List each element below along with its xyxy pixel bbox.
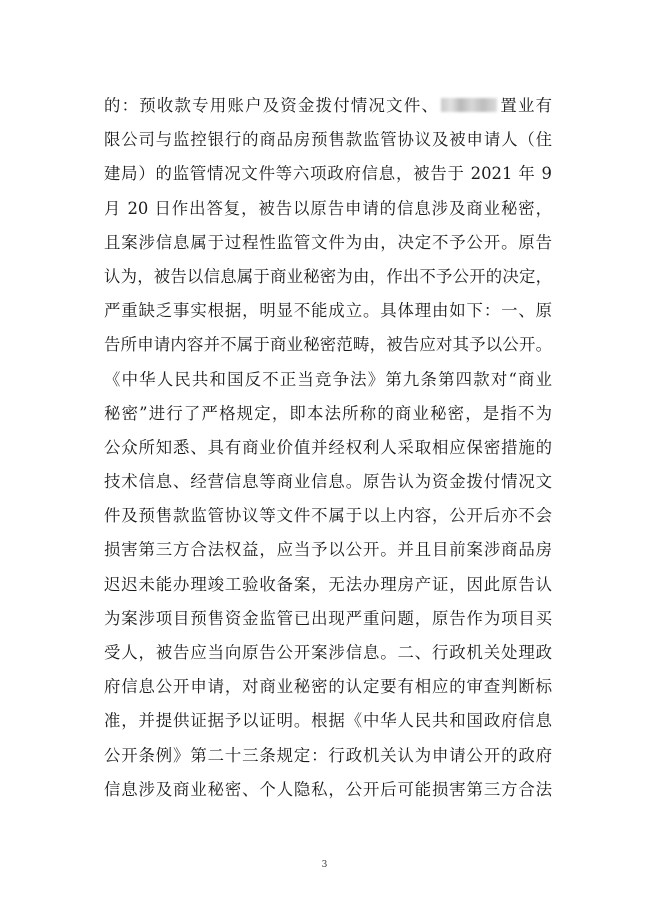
text-line-21: 信息涉及商业秘密、个人隐私，公开后可能损害第三方合法 bbox=[104, 779, 552, 799]
text-line-10: 秘密”进行了严格规定，即本法所称的商业秘密，是指不为 bbox=[104, 403, 552, 423]
page-number: 3 bbox=[321, 860, 328, 870]
text-line-14: 损害第三方合法权益，应当予以公开。并且目前案涉商品房 bbox=[104, 540, 552, 560]
redaction-blur bbox=[441, 98, 497, 112]
text-line-3: 建局）的监管情况文件等六项政府信息，被告于 2021 年 9 bbox=[104, 164, 552, 184]
text-line-1-start: 的：预收款专用账户及资金拨付情况文件、 bbox=[104, 96, 440, 115]
text-line-1 bbox=[104, 89, 552, 123]
text-line-15: 迟迟未能办理竣工验收备案，无法办理房产证，因此原告认 bbox=[104, 574, 552, 594]
text-line-20: 公开条例》第二十三条规定：行政机关认为申请公开的政府 bbox=[104, 745, 552, 765]
text-line-8: 告所申请内容并不属于商业秘密范畴，被告应对其予以公开。 bbox=[104, 335, 552, 355]
text-line-19: 准，并提供证据予以证明。根据《中华人民共和国政府信息 bbox=[104, 711, 552, 731]
text-line-4: 月 20 日作出答复，被告以原告申请的信息涉及商业秘密， bbox=[104, 198, 552, 218]
text-line-7: 严重缺乏事实根据，明显不能成立。具体理由如下：一、原 bbox=[104, 301, 552, 321]
text-line-5: 且案涉信息属于过程性监管文件为由，决定不予公开。原告 bbox=[104, 232, 552, 252]
text-line-6: 认为，被告以信息属于商业秘密为由，作出不予公开的决定， bbox=[104, 266, 552, 286]
text-line-13: 件及预售款监管协议等文件不属于以上内容，公开后亦不会 bbox=[104, 506, 552, 526]
text-line-11: 公众所知悉、具有商业价值并经权利人采取相应保密措施的 bbox=[104, 437, 552, 457]
text-line-17: 受人，被告应当向原告公开案涉信息。二、行政机关处理政 bbox=[104, 643, 552, 662]
text-line-9: 《中华人民共和国反不正当竞争法》第九条第四款对“商业 bbox=[104, 369, 552, 389]
body-text bbox=[104, 89, 552, 807]
text-line-1-end: 置业有 bbox=[499, 96, 553, 115]
text-line-12: 技术信息、经营信息等商业信息。原告认为资金拨付情况文 bbox=[104, 472, 552, 492]
text-line-18: 府信息公开申请，对商业秘密的认定要有相应的审查判断标 bbox=[104, 677, 552, 697]
text-line-2: 限公司与监控银行的商品房预售款监管协议及被申请人（住 bbox=[104, 130, 552, 150]
text-line-16: 为案涉项目预售资金监管已出现严重问题，原告作为项目买 bbox=[104, 608, 552, 628]
